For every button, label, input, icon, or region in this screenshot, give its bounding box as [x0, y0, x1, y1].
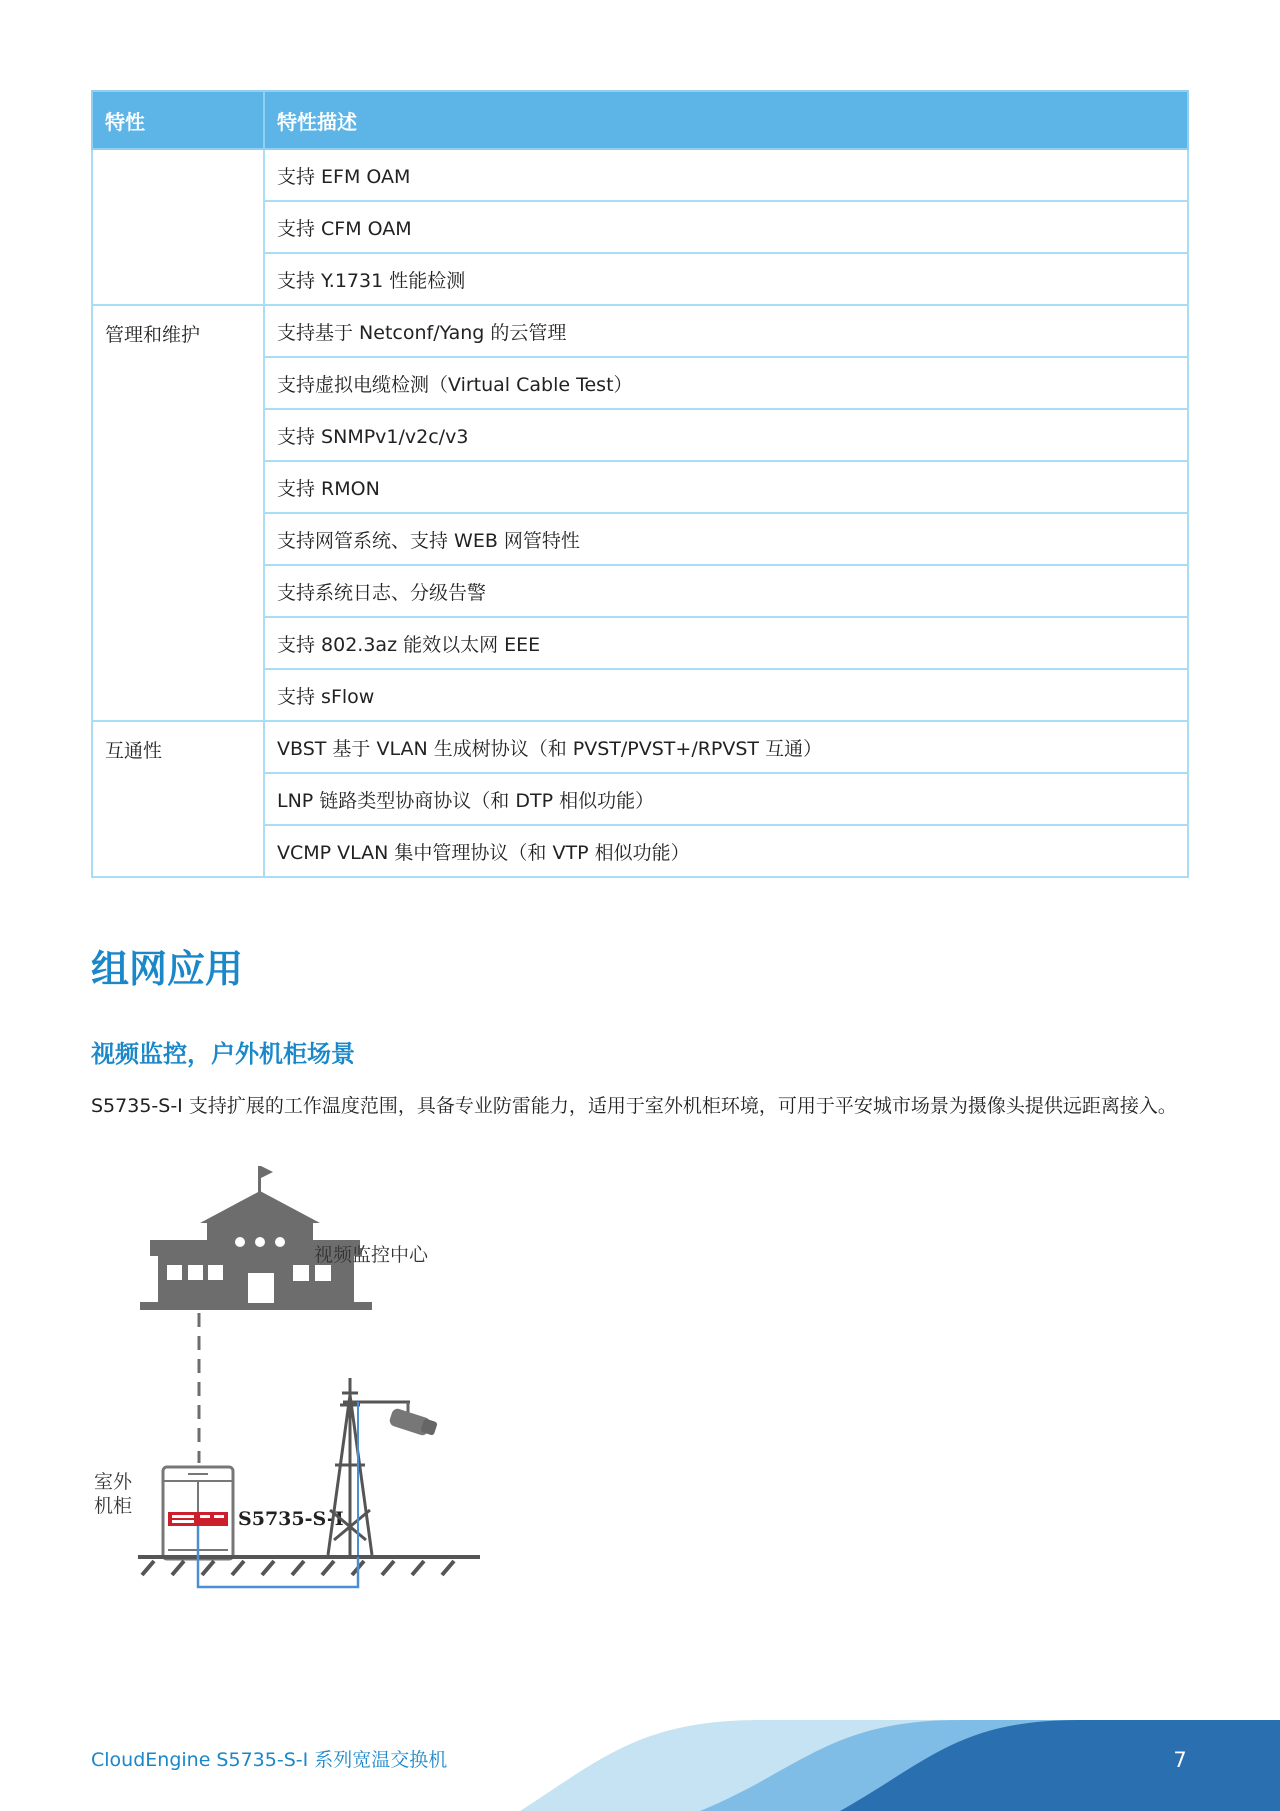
description-cell: 支持网管系统、支持 WEB 网管特性: [264, 513, 1188, 565]
description-cell: 支持 Y.1731 性能检测: [264, 253, 1188, 305]
description-cell: LNP 链路类型协商协议（和 DTP 相似功能）: [264, 773, 1188, 825]
page-number: 7: [1173, 1748, 1187, 1772]
description-cell: VCMP VLAN 集中管理协议（和 VTP 相似功能）: [264, 825, 1188, 877]
section-title: 组网应用: [91, 947, 244, 991]
switch-icon: [168, 1512, 228, 1526]
description-cell: 支持基于 Netconf/Yang 的云管理: [264, 305, 1188, 357]
network-diagram: [90, 1165, 510, 1605]
table-header-row: [92, 91, 1188, 149]
spec-table: [91, 90, 1189, 878]
description-cell: 支持 sFlow: [264, 669, 1188, 721]
feature-cell: 互通性: [92, 721, 264, 877]
description-cell: 支持 EFM OAM: [264, 149, 1188, 201]
table-row: [92, 149, 1188, 201]
header-description: 特性描述: [264, 91, 1188, 149]
header-feature: 特性: [92, 91, 264, 149]
footer-product-name: CloudEngine S5735-S-I 系列宽温交换机: [91, 1749, 448, 1771]
section-subtitle: 视频监控，户外机柜场景: [91, 1040, 355, 1068]
description-cell: 支持 802.3az 能效以太网 EEE: [264, 617, 1188, 669]
cabinet-label-line1: 室外: [94, 1471, 133, 1493]
description-cell: 支持虚拟电缆检测（Virtual Cable Test）: [264, 357, 1188, 409]
feature-cell: 管理和维护: [92, 305, 264, 721]
monitoring-center-icon: [140, 1166, 372, 1310]
description-cell: 支持 RMON: [264, 461, 1188, 513]
center-label: 视频监控中心: [314, 1244, 429, 1266]
table-row: [92, 305, 1188, 357]
section-paragraph: S5735-S-I 支持扩展的工作温度范围，具备专业防雷能力，适用于室外机柜环境，可用于平安城市场景为摄像头提供远距离接入。: [91, 1095, 1177, 1117]
camera-icon: [388, 1402, 438, 1437]
description-cell: 支持 SNMPv1/v2c/v3: [264, 409, 1188, 461]
description-cell: VBST 基于 VLAN 生成树协议（和 PVST/PVST+/RPVST 互通）: [264, 721, 1188, 773]
switch-label: S5735-S-I: [238, 1508, 344, 1530]
feature-cell: [92, 149, 264, 305]
description-cell: 支持 CFM OAM: [264, 201, 1188, 253]
cabinet-label-line2: 机柜: [94, 1495, 133, 1517]
table-row: [92, 721, 1188, 773]
description-cell: 支持系统日志、分级告警: [264, 565, 1188, 617]
